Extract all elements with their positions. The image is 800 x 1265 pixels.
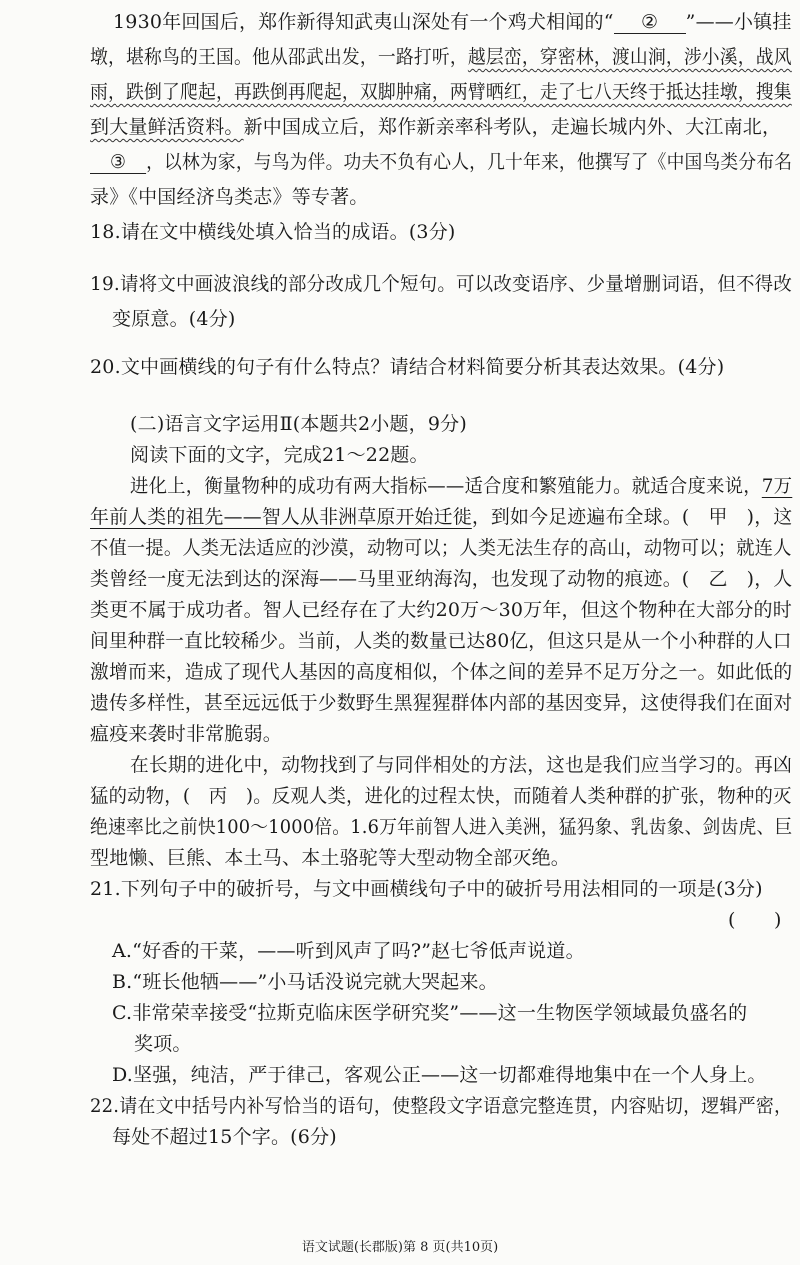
passage1-text: ”——小镇挂 [685,11,792,33]
question-20: 20.文中画横线的句子有什么特点？请结合材料简要分析其表达效果。(4分) [90,356,725,378]
passage2-line3: 不值一提。人类无法适应的沙漠，动物可以；人类无法生存的高山，动物可以；就连人 [90,537,792,559]
passage2-line13: 型地懒、巨熊、本土马、本土骆驼等大型动物全部灭绝。 [90,847,571,869]
passage2-line9: 瘟疫来袭时非常脆弱。 [90,723,283,745]
passage1-text: 录》《中国经济鸟类志》等专著。 [90,186,369,208]
passage1-text: ，以林为家，与鸟为伴。功夫不负有心人，几十年来，他撰写了《中国鸟类分布名 [146,151,793,173]
passage2-line4: 类曾经一度无法到达的深海——马里亚纳海沟，也发现了动物的痕迹。( 乙 )，人 [90,568,793,590]
passage2-text: 进化上，衡量物种的成功有两大指标——适合度和繁殖能力。就适合度来说， [130,475,762,497]
question-22-line2: 每处不超过15个字。(6分) [112,1126,337,1148]
passage1-line4 [90,113,781,141]
passage1-text: 墩，堪称鸟的王国。他从邵武出发，一路打听， [90,46,468,68]
passage1-line6 [90,183,369,211]
blank-2: ② [614,11,686,34]
passage1-line1 [113,8,792,36]
passage1-text: 新中国成立后，郑作新亲率科考队，走遍长城内外、大江南北， [243,116,782,138]
passage2-line5: 类更不属于成功者。智人已经存在了大约20万～30万年，但这个物种在大部分的时 [90,599,792,621]
answer-bracket: ( ) [728,909,782,931]
question-19-line2: 变原意。(4分) [112,308,236,330]
section-2-instruction: 阅读下面的文字，完成21～22题。 [130,444,429,466]
passage2-line7: 激增而来，造成了现代人基因的高度相似，个体之间的差异不足万分之一。如此低的 [90,661,793,683]
option-c-line1: C.非常荣幸接受“拉斯克临床医学研究奖”——这一生物医学领域最负盛名的 [112,1002,748,1024]
wavy-underlined-text: 雨，跌倒了爬起，再跌倒再爬起，双脚肿痛，两臂晒红，走了七八天终于抵达挂墩，搜集 [90,81,792,103]
question-18: 18.请在文中横线处填入恰当的成语。(3分) [90,221,456,243]
passage1-line3 [90,78,792,106]
passage1-line2 [90,43,792,71]
option-b: B.“班长他牺——”小马话没说完就大哭起来。 [112,971,498,993]
passage2-line8: 遗传多样性，甚至远远低于少数野生黑猩猩群体内部的基因变异，这使得我们在面对 [90,692,793,714]
passage1-line5 [90,148,792,176]
passage2-line6: 间里种群一直比较稀少。当前，人类的数量已达80亿，但这只是从一个小种群的人口 [90,630,792,652]
wavy-underlined-text: 越层峦，穿密林，渡山涧，涉小溪，战风 [467,46,792,68]
passage2-text: ，到如今足迹遍布全球。( 甲 )，这 [471,506,793,528]
question-19-line1: 19.请将文中画波浪线的部分改成几个短句。可以改变语序、少量增删词语，但不得改 [90,273,793,295]
passage2-line10: 在长期的进化中，动物找到了与同伴相处的方法，这也是我们应当学习的。再凶 [130,754,793,776]
question-22-line1: 22.请在文中括号内补写恰当的语句，使整段文字语意完整连贯，内容贴切，逻辑严密， [90,1095,793,1117]
passage1-text: 1930年回国后，郑作新得知武夷山深处有一个鸡犬相闻的“ [113,11,614,33]
section-2-title: (二)语言文字运用Ⅱ(本题共2小题，9分) [130,413,467,435]
option-a: A.“好香的干菜，——听到风声了吗?”赵七爷低声说道。 [112,940,585,962]
passage2-line12: 绝速率比之前快100～1000倍。1.6万年前智人进入美洲，猛犸象、乳齿象、剑齿虎、巨 [90,816,793,838]
passage2-line11: 猛的动物，( 丙 )。反观人类，进化的过程太快，而随着人类种群的扩张，物种的灭 [90,785,792,807]
underlined-text: 7万 [761,475,793,497]
wavy-underlined-text: 到大量鲜活资料。 [90,116,244,138]
question-21-stem: 21.下列句子中的破折号，与文中画横线句子中的破折号用法相同的一项是(3分) [90,878,763,900]
blank-3: ③ [90,151,146,174]
passage2-line2 [90,503,792,531]
option-c-line2: 奖项。 [134,1033,192,1055]
underlined-text: 年前人类的祖先——智人从非洲草原开始迁徙 [90,506,472,528]
option-d: D.坚强，纯洁，严于律己，客观公正——这一切都难得地集中在一个人身上。 [112,1064,767,1086]
page-footer: 语文试题(长郡版)第 8 页(共10页) [301,1240,499,1255]
passage2-line1 [130,472,792,500]
